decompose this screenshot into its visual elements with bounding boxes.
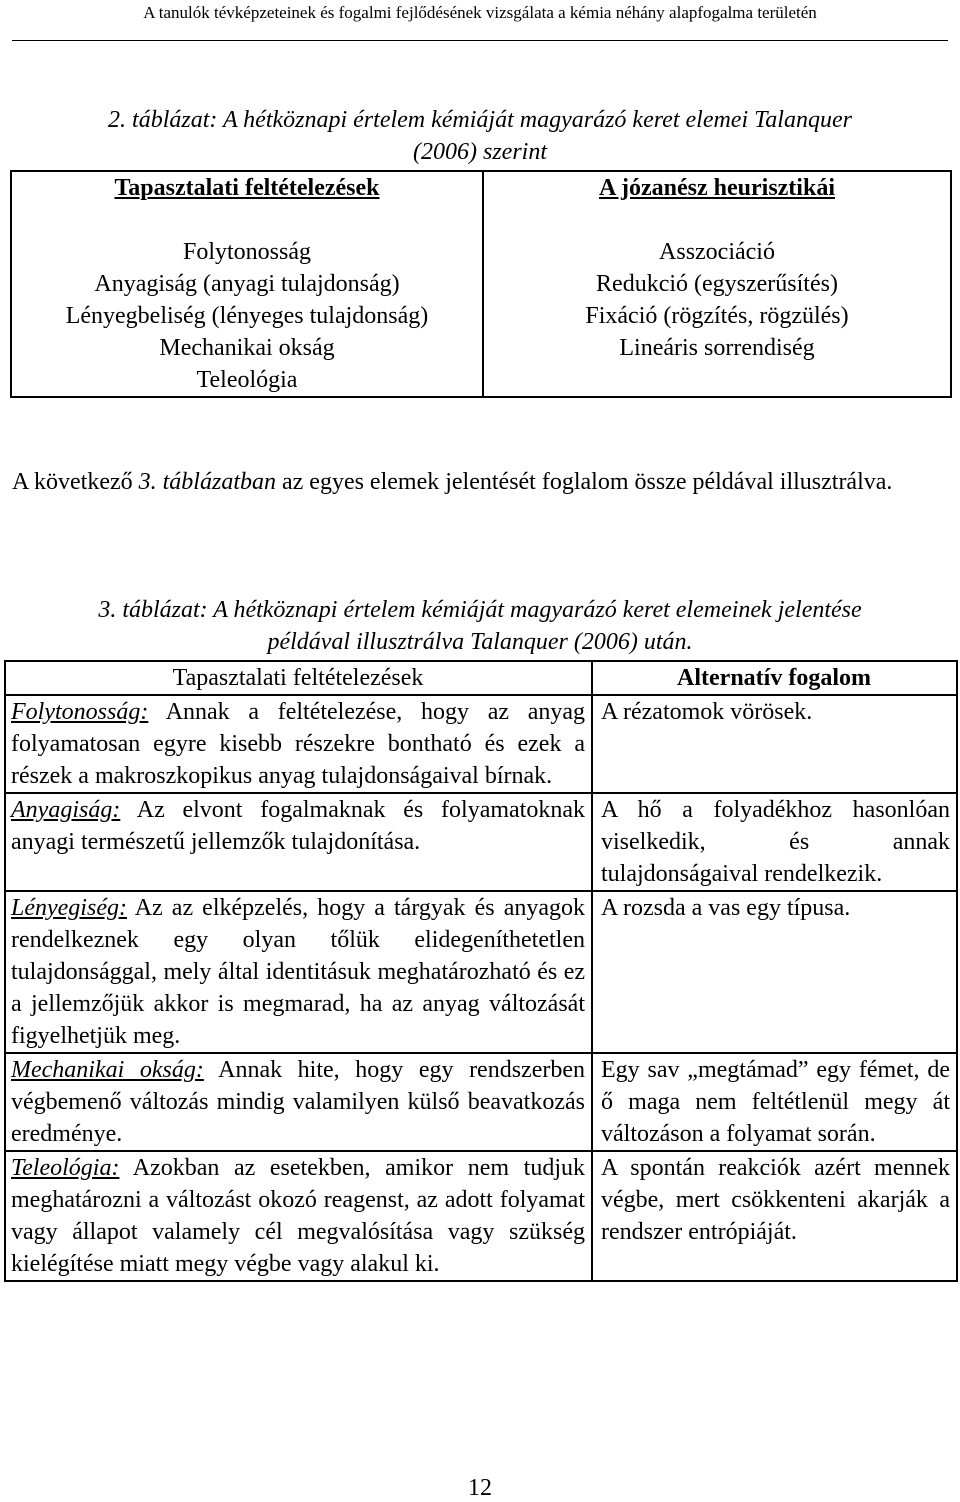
table2-right-item: Redukció (egyszerűsítés): [596, 271, 838, 297]
concept-cell: [5, 891, 592, 1053]
table-row: [5, 1053, 957, 1151]
table2-left-list: [12, 236, 482, 396]
concept-definition: Az az elképzelés, hogy a tárgyak és anyagok rendelkeznek egy olyan tőlük elidegeníthetetlen tulajdonsággal, mely által identitásuk meghatározható és ez a jellemzőjük akkor is megmarad, ha az anyag változását figyelhetjük meg.: [11, 895, 585, 1049]
concept-cell: [5, 1053, 592, 1151]
table2-left-column: [12, 172, 484, 396]
table2-right-item: Fixáció (rögzítés, rögzülés): [585, 303, 849, 329]
table2-right-list: [484, 236, 950, 364]
table3-caption: [10, 594, 950, 658]
running-header: A tanulók tévképzeteinek és fogalmi fejlődésének vizsgálata a kémia néhány alapfogalma területén: [143, 3, 817, 22]
header-rule: [12, 40, 948, 41]
example-cell: A hő a folyadékhoz hasonlóan viselkedik, és annak tulajdonságaival rendelkezik.: [592, 793, 957, 891]
concept-term: Mechanikai okság:: [11, 1057, 204, 1083]
concept-definition: Annak hite, hogy egy rendszerben végbemenő változás mindig valamilyen külső beavatkozás eredménye.: [11, 1057, 585, 1147]
concept-term: Folytonosság:: [11, 699, 149, 725]
example-cell: A rozsda a vas egy típusa.: [592, 891, 957, 1053]
table2-right-column: [484, 172, 950, 396]
table-row: [5, 891, 957, 1053]
table-row: [5, 1151, 957, 1281]
table2-left-item: Anyagiság (anyagi tulajdonság): [94, 271, 400, 297]
table3-caption-line1: 3. táblázat: A hétköznapi értelem kémiáját magyarázó keret elemeinek jelentése: [98, 597, 862, 623]
concept-term: Anyagiság:: [11, 797, 121, 823]
concept-term: Teleológia:: [11, 1155, 120, 1181]
concept-definition: Az elvont fogalmaknak és folyamatoknak anyagi természetű jellemzők tulajdonítása.: [11, 797, 585, 855]
concept-cell: [5, 793, 592, 891]
body-paragraph: [12, 466, 954, 498]
table3-header-row: [5, 661, 957, 695]
example-cell: Egy sav „megtámad” egy fémet, de ő maga nem feltétlenül megy át változáson a folyamat során.: [592, 1053, 957, 1151]
table2-caption-line1: 2. táblázat: A hétköznapi értelem kémiáját magyarázó keret elemei Talanquer: [108, 107, 852, 133]
table2-left-item: Folytonosság: [182, 239, 311, 265]
table2-left-item: Mechanikai okság: [159, 335, 335, 361]
table3-header-right: Alternatív fogalom: [592, 661, 957, 695]
table3: [4, 660, 958, 1282]
table-row: [5, 695, 957, 793]
concept-definition: Azokban az esetekben, amikor nem tudjuk meghatározni a változást okozó reagenst, az adott folyamat vagy állapot valamely cél megvalósítása vagy szükség kielégítése miatt megy végbe vagy alakul ki.: [11, 1155, 585, 1277]
table2-caption: [10, 104, 950, 168]
concept-cell: [5, 1151, 592, 1281]
table2: [10, 170, 952, 398]
paragraph-text-before: A következő: [12, 469, 139, 495]
table-row: [5, 793, 957, 891]
concept-cell: [5, 695, 592, 793]
table2-right-item: Lineáris sorrendiség: [619, 335, 815, 361]
table2-right-header: A józanész heurisztikái: [599, 175, 835, 201]
concept-definition: Annak a feltételezése, hogy az anyag folyamatosan egyre kisebb részekre bontható és ezek a részek a makroszkopikus anyag tulajdonságaival bírnak.: [11, 699, 585, 789]
example-cell: A spontán reakciók azért mennek végbe, mert csökkenteni akarják a rendszer entrópiáját.: [592, 1151, 957, 1281]
table2-left-item: Lényegbeliség (lényeges tulajdonság): [65, 303, 429, 329]
table3-header-left: Tapasztalati feltételezések: [5, 661, 592, 695]
table2-right-item: Asszociáció: [659, 239, 775, 265]
table3-caption-line2: példával illusztrálva Talanquer (2006) után.: [267, 629, 693, 655]
paragraph-text-after: az egyes elemek jelentését foglalom össze példával illusztrálva.: [275, 469, 893, 495]
table2-left-header: Tapasztalati feltételezések: [114, 175, 380, 201]
page-number: 12: [468, 1475, 492, 1501]
concept-term: Lényegiség:: [11, 895, 127, 921]
table2-left-item: Teleológia: [196, 367, 298, 393]
example-cell: A rézatomok vörösek.: [592, 695, 957, 793]
table2-caption-line2: (2006) szerint: [413, 139, 547, 165]
paragraph-table-reference: 3. táblázatban: [138, 469, 276, 495]
